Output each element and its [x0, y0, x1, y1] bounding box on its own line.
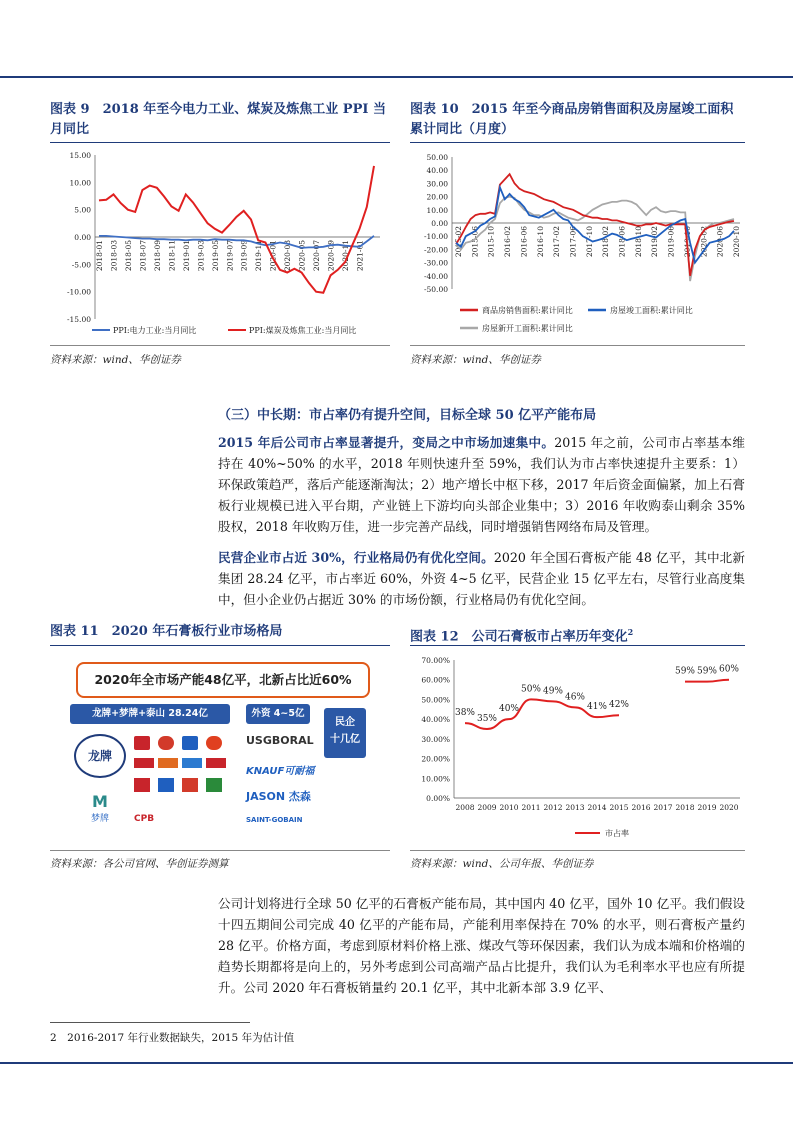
x-tick-label: 2020-05 [297, 240, 307, 272]
x-tick-label: 2016 [631, 803, 651, 812]
y-tick-label: -40.00 [423, 271, 448, 281]
legend-label: 商品房销售面积:累计同比 [482, 306, 573, 315]
y-tick-label: 5.00 [74, 205, 91, 215]
y-tick-label: 70.00% [421, 656, 450, 665]
legend-label: 房屋竣工面积:累计同比 [610, 306, 693, 315]
y-tick-label: 20.00 [426, 192, 448, 202]
x-tick-label: 2018-10 [633, 226, 643, 258]
x-tick-label: 2019-03 [196, 240, 206, 272]
fig9-chart [50, 147, 390, 337]
x-tick-label: 2019-02 [650, 226, 660, 258]
x-tick-label: 2016-10 [535, 226, 545, 258]
fig12-caption-underline [410, 645, 745, 646]
fig9-source-line [50, 345, 390, 346]
data-label: 59% [696, 666, 718, 677]
y-tick-label: 60.00% [421, 675, 450, 685]
x-tick-label: 2018-07 [138, 240, 148, 272]
fig12-caption-text: 图表 12 公司石膏板市占率历年变化 [410, 629, 628, 645]
x-tick-label: 2019-05 [210, 240, 220, 272]
data-label: 41% [586, 702, 608, 713]
legend-label: 房屋新开工面积:累计同比 [482, 324, 573, 333]
y-tick-label: 50.00 [426, 153, 448, 162]
usg-boral-logo: USGBORAL [246, 734, 314, 747]
small-brand-logo [206, 758, 226, 768]
fig11-source-line [50, 850, 390, 851]
cpb-logo: CPB [134, 814, 155, 824]
small-brand-logo [158, 758, 178, 768]
y-tick-label: 20.00% [421, 754, 450, 764]
brand-logo-grid [132, 732, 232, 802]
y-tick-label: 30.00% [421, 734, 450, 744]
x-tick-label: 2019-01 [181, 240, 191, 272]
series-line-2 [99, 166, 374, 293]
mengpai-label: 梦牌 [90, 814, 109, 824]
small-brand-logo [158, 736, 174, 750]
fig10-caption: 图表 10 2015 年至今商品房销售面积及房屋竣工面积 累计同比（月度） [410, 102, 734, 137]
footnote-divider [50, 1022, 250, 1023]
small-brand-logo [158, 778, 174, 792]
paragraph-1-lead: 2015 年后公司市占率显著提升，变局之中市场加速集中。 [218, 435, 555, 450]
y-tick-label: 10.00 [69, 178, 91, 188]
data-label: 42% [608, 700, 630, 711]
y-tick-label: 0.00% [426, 794, 450, 803]
y-tick-label: 10.00% [421, 774, 450, 784]
x-tick-label: 2020-09 [326, 240, 336, 272]
x-tick-label: 2020-11 [341, 240, 351, 272]
group-private-label [324, 708, 366, 758]
section-heading: （三）中长期：市占率仍有提升空间，目标全球 50 亿平产能布局 [218, 408, 597, 423]
x-tick-label: 2018-02 [601, 226, 611, 258]
fig10-caption-underline [410, 142, 745, 143]
legend-label: 市占率 [605, 829, 629, 838]
y-tick-label: -10.00 [423, 232, 448, 242]
legend-label: PPI:煤炭及炼焦工业:当月同比 [249, 326, 357, 335]
x-tick-label: 2019-11 [254, 240, 264, 272]
paragraph-3: 公司计划将进行全球 50 亿平的石膏板产能布局，其中国内 40 亿平，国外 10 亿平。我们假设十四五期间公司完成 40 亿平的产能布局，产能利用率保持在 70% 的水平，则石膏板产量约 28 亿平。价格方面，考虑到原材料价格上涨、煤改气等环保因素，我们认为成本端和价格端的趋势长期都将是向上的，另外考虑到公司高端产品占比提升，我们认为毛利率水平也应有所提升。公司 2020 年石膏板销量约 20.1 亿平，其中北新本部 3.9 亿平、 [218, 896, 745, 995]
small-brand-logo [134, 778, 150, 792]
x-tick-label: 2012 [543, 803, 563, 812]
x-tick-label: 2019-07 [225, 240, 235, 272]
jason-logo: JASON 杰森 [246, 790, 311, 803]
fig9-caption-underline [50, 142, 390, 143]
market-structure-graphic [70, 660, 380, 840]
x-tick-label: 2017-02 [552, 226, 562, 258]
series-line-segment-2 [685, 680, 729, 682]
fig12-source-line [410, 850, 745, 851]
x-tick-label: 2018-09 [152, 240, 162, 272]
small-brand-logo [134, 736, 150, 750]
fig9-source: 资料来源：wind、华创证券 [50, 354, 181, 366]
longpai-logo: 龙牌 [74, 734, 126, 778]
paragraph-2-lead: 民营企业市占近 30%，行业格局仍有优化空间。 [218, 550, 494, 565]
x-tick-label: 2015-06 [470, 226, 480, 258]
fig12-caption-footnote-ref: 2 [627, 627, 634, 637]
data-label: 50% [520, 684, 542, 695]
x-tick-label: 2020-07 [312, 240, 322, 272]
x-tick-label: 2018-05 [123, 240, 133, 272]
fig10-source: 资料来源：wind、华创证券 [410, 354, 541, 366]
x-tick-label: 2020 [719, 803, 739, 812]
m-mark: M [92, 792, 108, 811]
y-tick-label: -5.00 [71, 260, 91, 270]
x-tick-label: 2018-03 [109, 240, 119, 272]
y-tick-label: -30.00 [423, 258, 448, 268]
x-tick-label: 2017-10 [584, 226, 594, 258]
fig12-caption [410, 622, 633, 647]
y-tick-label: 15.00 [69, 151, 91, 160]
y-tick-label: -20.00 [423, 245, 448, 255]
group-foreign-label: 外资 4~5亿 [246, 704, 310, 724]
y-tick-label: 50.00% [421, 695, 450, 705]
fig9-caption: 图表 9 2018 年至今电力工业、煤炭及炼焦工业 PPI 当 月同比 [50, 102, 386, 137]
small-brand-logo [206, 736, 222, 750]
legend-label: PPI:电力工业:当月同比 [113, 326, 197, 335]
x-tick-label: 2017 [653, 803, 673, 812]
x-tick-label: 2018-01 [95, 240, 104, 272]
series-line-2 [456, 187, 734, 262]
y-tick-label: 40.00 [426, 166, 448, 176]
x-tick-label: 2008 [455, 803, 475, 812]
y-tick-label: 10.00 [426, 205, 448, 215]
market-banner: 2020年全市场产能48亿平，北新占比近60% [76, 662, 370, 698]
small-brand-logo [206, 778, 222, 792]
bottom-rule [0, 1062, 793, 1064]
x-tick-label: 2010 [499, 803, 519, 812]
x-tick-label: 2014 [587, 803, 607, 812]
mengpai-logo [80, 792, 120, 824]
y-tick-label: 0.00 [74, 233, 91, 242]
fig10-source-line [410, 345, 745, 346]
data-label: 40% [498, 704, 520, 715]
x-tick-label: 2018-06 [617, 226, 627, 258]
x-tick-label: 2013 [565, 803, 585, 812]
data-label: 59% [674, 666, 696, 677]
data-label: 35% [476, 714, 498, 724]
saint-gobain-logo: SAINT-GOBAIN [246, 816, 303, 824]
fig12-source: 资料来源：wind、公司年报、华创证券 [410, 858, 594, 870]
x-tick-label: 2020-02 [699, 226, 709, 258]
x-tick-label: 2009 [477, 803, 497, 812]
data-label: 60% [718, 664, 740, 675]
footnote: 2 2016-2017 年行业数据缺失，2015 年为估计值 [50, 1032, 295, 1044]
paragraph-1 [218, 432, 745, 537]
x-tick-label: 2015-10 [486, 226, 496, 258]
paragraph-2-body: 2020 年全国石膏板产能 48 亿平，其中北新集团 28.24 亿平，市占率近 60%，外资 4~5 亿平，民营企业 15 亿平左右，尽管行业高度集中，但小企业仍占据近 30% 的市场份额，行业格局仍有优化空间。 [218, 550, 745, 607]
group-private-line2: 十几亿 [330, 734, 360, 745]
y-tick-label: 0.00 [431, 219, 448, 228]
x-tick-label: 2016-02 [503, 226, 513, 258]
x-tick-label: 2011 [521, 803, 541, 812]
x-tick-label: 2020-03 [283, 240, 293, 272]
y-tick-label: -15.00 [66, 315, 91, 324]
x-tick-label: 2019-06 [666, 226, 676, 258]
x-tick-label: 2021-01 [355, 240, 365, 272]
x-tick-label: 2019-10 [682, 226, 692, 258]
small-brand-logo [182, 736, 198, 750]
top-rule [0, 76, 793, 78]
y-tick-label: -50.00 [423, 285, 448, 294]
data-label: 49% [542, 686, 564, 697]
data-label: 38% [454, 708, 476, 719]
x-tick-label: 2020-01 [268, 240, 278, 272]
x-tick-label: 2015-02 [454, 226, 463, 258]
x-tick-label: 2020-10 [732, 226, 741, 258]
y-tick-label: 30.00 [426, 179, 448, 189]
data-label: 46% [564, 692, 586, 703]
y-tick-label: -10.00 [66, 287, 91, 297]
small-brand-logo [182, 758, 202, 768]
x-tick-label: 2019-09 [239, 240, 249, 272]
series-line-1 [456, 174, 734, 276]
small-brand-logo [134, 758, 154, 768]
y-tick-label: 40.00% [421, 715, 450, 725]
knauf-logo: KNAUF可耐福 [246, 766, 315, 777]
x-tick-label: 2017-06 [568, 226, 578, 258]
x-tick-label: 2016-06 [519, 226, 529, 258]
fig12-chart [410, 650, 745, 845]
x-tick-label: 2018-11 [167, 240, 177, 272]
x-tick-label: 2019 [697, 803, 717, 812]
paragraph-1-body: 2015 年之前，公司市占率基本维持在 40%~50% 的水平，2018 年则快速升至 59%，我们认为市占率快速提升主要系：1）环保政策趋严，落后产能逐渐淘汰；2）地产增长中枢下移，2017 年后资金面偏紧，加上石膏板行业规模已进入平台期，产业链上下游均向头部企业集中；3）2016 年收购泰山剩余 35%股权，2018 年收购万佳，进一步完善产品线，同时增强销售网络布局及管理。 [218, 435, 746, 534]
fig11-source: 资料来源：各公司官网、华创证券测算 [50, 858, 229, 870]
x-tick-label: 2020-06 [715, 226, 725, 258]
fig10-chart [410, 147, 745, 342]
group-bnbm-label: 龙牌+梦牌+泰山 28.24亿 [70, 704, 230, 724]
x-tick-label: 2018 [675, 803, 695, 812]
small-brand-logo [182, 778, 198, 792]
x-tick-label: 2015 [609, 803, 629, 812]
paragraph-2 [218, 547, 745, 610]
fig11-caption: 图表 11 2020 年石膏板行业市场格局 [50, 624, 283, 639]
fig11-caption-underline [50, 645, 390, 646]
group-private-line1: 民企 [335, 717, 355, 728]
